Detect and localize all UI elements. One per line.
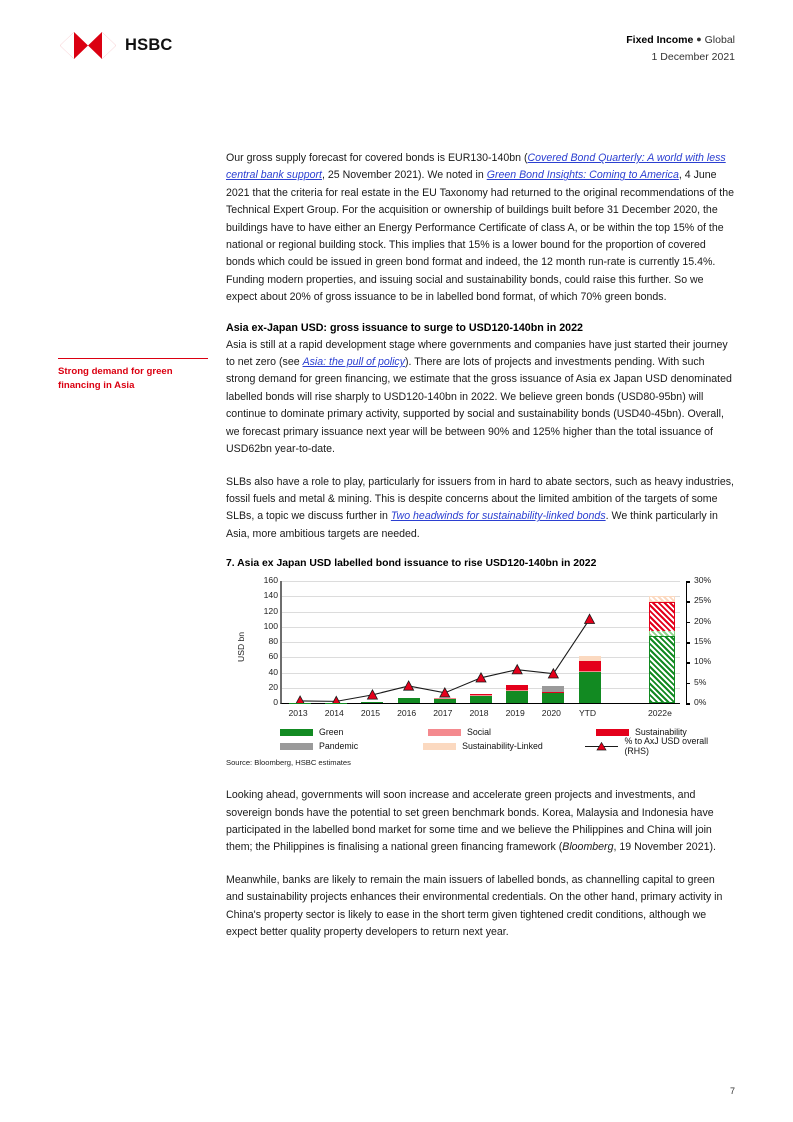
figure-source: Source: Bloomberg, HSBC estimates: [226, 758, 351, 768]
main-content: [226, 150, 734, 956]
paragraph-5: Meanwhile, banks are likely to remain the main issuers of labelled bonds, as channelling capital to green and sustainability projects enhances their environmental credentials. On the other hand, primary activity in China's property sector is likely to ease in the short term given tightened credit conditions, although we expect better quality property developers to return next year.: [226, 873, 723, 938]
legend-swatch: [428, 729, 461, 736]
legend-swatch: [423, 743, 456, 750]
y-axis-label: USD bn: [236, 632, 246, 663]
chart-canvas: [226, 575, 734, 757]
paragraph-2: Asia is still at a rapid development stage where governments and companies have just started their journey to net zero (see Asia: the pull of policy). There are lots of projects and investments pending. With such strong demand for green financing, we estimate that the gross issuance of Asia ex Japan USD denominated labelled bonds will rise sharply to USD120-140bn in 2022. We believe green bonds (USD80-95bn) will continue to dominate primary activity, supported by social and sustainability bonds (USD40-45bn). Overall, we forecast primary issuance next year will be between 90% and 125% higher than the total issuance of USD62bn year-to-date.: [226, 338, 732, 456]
link-green-bond-insights[interactable]: Green Bond Insights: Coming to America: [486, 169, 679, 182]
legend-swatch: [280, 729, 313, 736]
legend-label: Sustainability-Linked: [462, 741, 543, 752]
figure-title: 7. Asia ex Japan USD labelled bond issuance to rise USD120-140bn in 2022: [226, 558, 597, 570]
right-axis-tick: [686, 703, 690, 704]
y-axis-tick-label: 40: [268, 666, 278, 677]
x-axis-tick-label: 2018: [469, 708, 489, 719]
right-axis-tick: [686, 683, 690, 684]
x-axis-tick-label: 2022e: [647, 708, 672, 719]
hsbc-logo: [60, 32, 173, 59]
link-two-headwinds-slb[interactable]: Two headwinds for sustainability-linked bonds: [390, 510, 606, 523]
y-axis-tick-label: 140: [263, 590, 278, 601]
y-axis-tick-label: 0: [273, 697, 278, 708]
line-marker: [404, 681, 414, 690]
right-axis-tick-label: 30%: [694, 575, 712, 586]
x-axis-tick-label: 2014: [324, 708, 344, 719]
paragraph-3: SLBs also have a role to play, particularly for issuers from in hard to abate sectors, such as heavy industries, fossil fuels and metal & mining. This is despite concerns about the limited ambition of the targets of some SLBs, a topic we discuss further in Two headwinds for sustainability-linked bonds. We think particularly in Asia, more ambitious targets are needed.: [226, 475, 734, 540]
page-header: [0, 0, 793, 80]
line-marker: [295, 696, 305, 703]
right-axis-tick-label: 15%: [694, 636, 712, 647]
legend-label: Green: [319, 727, 344, 738]
paragraph-4: Looking ahead, governments will soon increase and accelerate green projects and investments, and sovereign bonds have the potential to set green benchmark bonds. Korea, Malaysia and Indonesia have participated in the labelled bond market for some time and we believe the Philippines and China will join them; the Philippines is finalising a national green financing framework (Bloomberg, 19 November 2021).: [226, 789, 716, 854]
right-axis-tick-label: 5%: [694, 676, 707, 687]
section-subheading: Asia ex-Japan USD: gross issuance to surge to USD120-140bn in 2022: [226, 321, 583, 334]
x-axis-tick-label: 2016: [397, 708, 417, 719]
right-axis-tick: [686, 622, 690, 623]
right-axis-tick-label: 10%: [694, 656, 712, 667]
y-axis-tick-label: 100: [263, 620, 278, 631]
hsbc-wordmark: HSBC: [125, 36, 173, 54]
legend-label: Pandemic: [319, 741, 359, 752]
legend-item: [280, 739, 423, 753]
bloomberg-citation: Bloomberg: [562, 841, 614, 854]
margin-note-text: Strong demand for green financing in Asia: [58, 358, 208, 392]
right-axis-tick-label: 0%: [694, 697, 707, 708]
x-axis-tick-label: 2020: [541, 708, 561, 719]
page-number: 7: [729, 1086, 735, 1096]
x-axis-tick-label: 2019: [505, 708, 525, 719]
x-axis-tick-label: 2017: [433, 708, 453, 719]
legend-line-marker-icon: [585, 742, 618, 751]
y-axis-tick-label: 80: [268, 636, 278, 647]
chart-legend: [280, 725, 730, 757]
paragraph-1: Our gross supply forecast for covered bonds is EUR130-140bn (Covered Bond Quarterly: A world with less central bank support, 25 November 2021). We noted in Green Bond Insights: Coming to America, 4 June 2021 that the criteria for real estate in the EU Taxonomy had returned to the original recommendations of the Technical Expert Group. For the acquisition or ownership of buildings built before 31 December 2020, the buildings have to have either an Energy Performance Certificate of class A, or be within the top 15% of the national or regional building stock. This implies that 15% is a lower bound for the proportion of covered bonds which could be issued in green bond format and indeed, the 12 month run-rate is currently 15.4%. Funding modern properties, and issuing social and sustainability bonds, could raise this further. So we expect about 20% of gross issuance to be in labelled bond format, of which 70% green bonds.: [226, 152, 735, 304]
legend-item: [585, 736, 730, 757]
legend-swatch: [596, 729, 629, 736]
bullet-icon: ●: [696, 34, 702, 44]
plot-area: [280, 581, 680, 704]
right-axis-tick-label: 25%: [694, 595, 712, 606]
line-marker: [331, 696, 341, 703]
legend-item: [428, 725, 596, 739]
figure-7: [226, 558, 734, 768]
legend-item: [280, 725, 428, 739]
y-axis-tick-label: 160: [263, 575, 278, 586]
x-axis-tick-label: 2013: [288, 708, 308, 719]
legend-label: Sustainability: [635, 727, 687, 738]
right-axis-tick: [686, 601, 690, 602]
header-date: 1 December 2021: [651, 51, 735, 63]
legend-item: [423, 739, 585, 753]
legend-label: % to AxJ USD overall (RHS): [624, 736, 709, 757]
line-series: [282, 581, 680, 703]
hsbc-hexagon-icon: [60, 32, 116, 59]
link-covered-bond-quarterly[interactable]: Covered Bond Quarterly: A world with less central bank support: [226, 152, 726, 182]
right-axis-tick: [686, 642, 690, 643]
x-axis-tick-label: 2015: [360, 708, 381, 719]
right-axis-tick: [686, 662, 690, 663]
line-marker: [512, 665, 522, 674]
header-meta: [626, 32, 735, 65]
right-axis-tick-label: 20%: [694, 615, 712, 626]
y-axis-tick-label: 120: [263, 605, 278, 616]
line-marker: [585, 614, 595, 623]
legend-swatch: [280, 743, 313, 750]
y-axis-tick-label: 60: [268, 651, 278, 662]
right-axis-tick: [686, 581, 690, 582]
margin-note: [58, 358, 208, 392]
x-axis-tick-label: YTD: [578, 708, 597, 719]
y-axis-tick-label: 20: [268, 681, 278, 692]
header-title-line: Fixed Income ● Global: [626, 34, 735, 46]
legend-label: Social: [467, 727, 491, 738]
link-asia-pull-of-policy[interactable]: Asia: the pull of policy: [302, 356, 406, 369]
